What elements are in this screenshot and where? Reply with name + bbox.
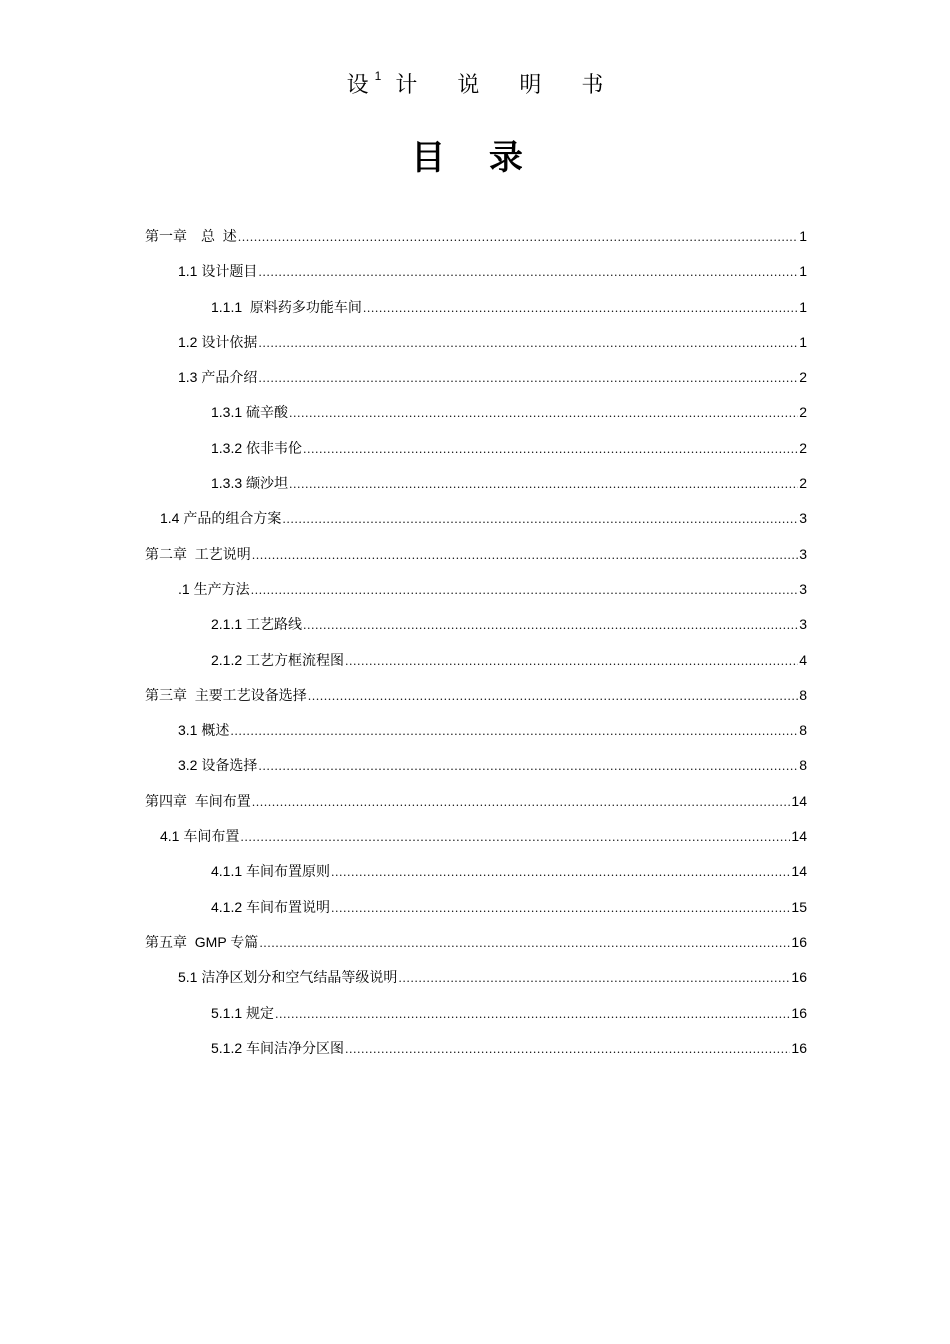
toc-entry[interactable] <box>145 473 807 508</box>
toc-entry-label: 3.2 设备选择 <box>178 757 258 774</box>
toc-leader-dots <box>238 231 798 244</box>
toc-entry[interactable] <box>145 579 807 614</box>
toc-leader-dots <box>275 1008 790 1021</box>
toc-entry-page: 3 <box>799 616 807 633</box>
toc-entry-label: .1 生产方法 <box>178 580 250 597</box>
toc-entry-label: 1.4 产品的组合方案 <box>160 510 282 527</box>
toc-entry-label: 第一章 总 述 <box>145 228 237 244</box>
toc-leader-dots <box>251 584 799 597</box>
header-char: 明 <box>519 73 542 98</box>
toc-entry-page: 16 <box>791 969 807 986</box>
toc-entry-label: 4.1.2 车间布置说明 <box>211 898 331 915</box>
toc-leader-dots <box>398 972 790 985</box>
toc-entry-page: 16 <box>791 1039 807 1056</box>
toc-leader-dots <box>331 866 790 879</box>
toc-entry-page: 1 <box>799 333 807 350</box>
toc-leader-dots <box>258 760 798 773</box>
toc-entry[interactable] <box>145 332 807 367</box>
toc-entry-page: 3 <box>799 580 807 597</box>
toc-entry[interactable] <box>145 544 807 579</box>
header-char: 说 <box>457 73 480 98</box>
toc-entry[interactable] <box>145 967 807 1002</box>
toc-entry-label: 2.1.2 工艺方框流程图 <box>211 651 345 668</box>
toc-entry[interactable] <box>145 226 807 261</box>
toc-entry[interactable] <box>145 1038 807 1073</box>
toc-leader-dots <box>345 655 798 668</box>
toc-entry-page: 1 <box>799 228 807 244</box>
toc-entry-label: 1.3.3 缬沙坦 <box>211 475 289 492</box>
toc-entry-page: 16 <box>791 933 807 950</box>
toc-leader-dots <box>289 478 798 491</box>
toc-entry[interactable] <box>145 614 807 649</box>
toc-entry-page: 16 <box>791 1004 807 1021</box>
toc-entry-page: 3 <box>799 510 807 527</box>
toc-leader-dots <box>252 549 798 562</box>
toc-leader-dots <box>240 831 790 844</box>
toc-entry-page: 14 <box>791 828 807 845</box>
toc-leader-dots <box>345 1043 790 1056</box>
toc-entry[interactable] <box>145 755 807 790</box>
toc-entry-page: 1 <box>799 298 807 315</box>
toc-entry-label: 1.1.1 原料药多功能车间 <box>211 298 362 315</box>
table-of-contents <box>145 226 807 1073</box>
toc-entry-page: 2 <box>799 369 807 386</box>
toc-entry[interactable] <box>145 1003 807 1038</box>
header-char: 书 <box>581 73 604 98</box>
toc-entry[interactable] <box>145 367 807 402</box>
toc-entry[interactable] <box>145 791 807 826</box>
toc-entry-label: 5.1.1 规定 <box>211 1004 275 1021</box>
toc-leader-dots <box>282 513 798 526</box>
toc-entry[interactable] <box>145 932 807 967</box>
toc-leader-dots <box>331 902 790 915</box>
header-superscript: 1 <box>374 69 382 83</box>
document-header <box>0 68 950 99</box>
toc-entry[interactable] <box>145 720 807 755</box>
toc-entry-page: 14 <box>791 863 807 880</box>
toc-entry-label: 第三章 主要工艺设备选择 <box>145 686 307 703</box>
header-char: 设 <box>346 73 369 98</box>
toc-entry-page: 8 <box>799 757 807 774</box>
toc-leader-dots <box>230 725 798 738</box>
toc-entry[interactable] <box>145 897 807 932</box>
toc-entry[interactable] <box>145 685 807 720</box>
toc-leader-dots <box>289 407 798 420</box>
header-char: 计 <box>395 73 418 98</box>
toc-entry-page: 15 <box>791 898 807 915</box>
toc-entry-label: 1.3.1 硫辛酸 <box>211 404 289 421</box>
toc-entry-page: 2 <box>799 475 807 492</box>
toc-entry-label: 1.3 产品介绍 <box>178 369 258 386</box>
toc-leader-dots <box>303 619 798 632</box>
toc-entry[interactable] <box>145 861 807 896</box>
toc-entry-label: 1.3.2 依非韦伦 <box>211 439 303 456</box>
toc-entry-page: 2 <box>799 439 807 456</box>
toc-entry[interactable] <box>145 650 807 685</box>
toc-entry-page: 1 <box>799 263 807 280</box>
toc-entry-label: 第五章 GMP 专篇 <box>145 933 259 950</box>
toc-entry-page: 8 <box>799 722 807 739</box>
toc-leader-dots <box>258 266 798 279</box>
toc-entry-label: 5.1 洁净区划分和空气结晶等级说明 <box>178 969 398 986</box>
toc-entry-label: 2.1.1 工艺路线 <box>211 616 303 633</box>
toc-entry-label: 第二章 工艺说明 <box>145 545 251 562</box>
toc-leader-dots <box>258 337 798 350</box>
toc-leader-dots <box>258 372 798 385</box>
toc-entry[interactable] <box>145 297 807 332</box>
toc-entry-label: 3.1 概述 <box>178 722 230 739</box>
toc-entry[interactable] <box>145 826 807 861</box>
toc-entry-label: 4.1.1 车间布置原则 <box>211 863 331 880</box>
toc-leader-dots <box>303 443 798 456</box>
toc-title: 目 录 <box>411 138 539 178</box>
toc-entry-label: 5.1.2 车间洁净分区图 <box>211 1039 345 1056</box>
toc-entry[interactable] <box>145 508 807 543</box>
toc-leader-dots <box>259 937 790 950</box>
toc-entry-page: 2 <box>799 404 807 421</box>
toc-leader-dots <box>363 302 798 315</box>
toc-entry-page: 4 <box>799 651 807 668</box>
toc-entry-label: 第四章 车间布置 <box>145 792 251 809</box>
toc-entry-label: 4.1 车间布置 <box>160 828 240 845</box>
toc-entry-label: 1.1 设计题目 <box>178 263 258 280</box>
toc-entry[interactable] <box>145 438 807 473</box>
toc-entry[interactable] <box>145 261 807 296</box>
toc-entry-page: 8 <box>799 686 807 703</box>
toc-entry[interactable] <box>145 402 807 437</box>
toc-leader-dots <box>308 690 798 703</box>
toc-entry-page: 3 <box>799 545 807 562</box>
toc-entry-label: 1.2 设计依据 <box>178 333 258 350</box>
toc-leader-dots <box>252 796 791 809</box>
toc-entry-page: 14 <box>791 792 807 809</box>
